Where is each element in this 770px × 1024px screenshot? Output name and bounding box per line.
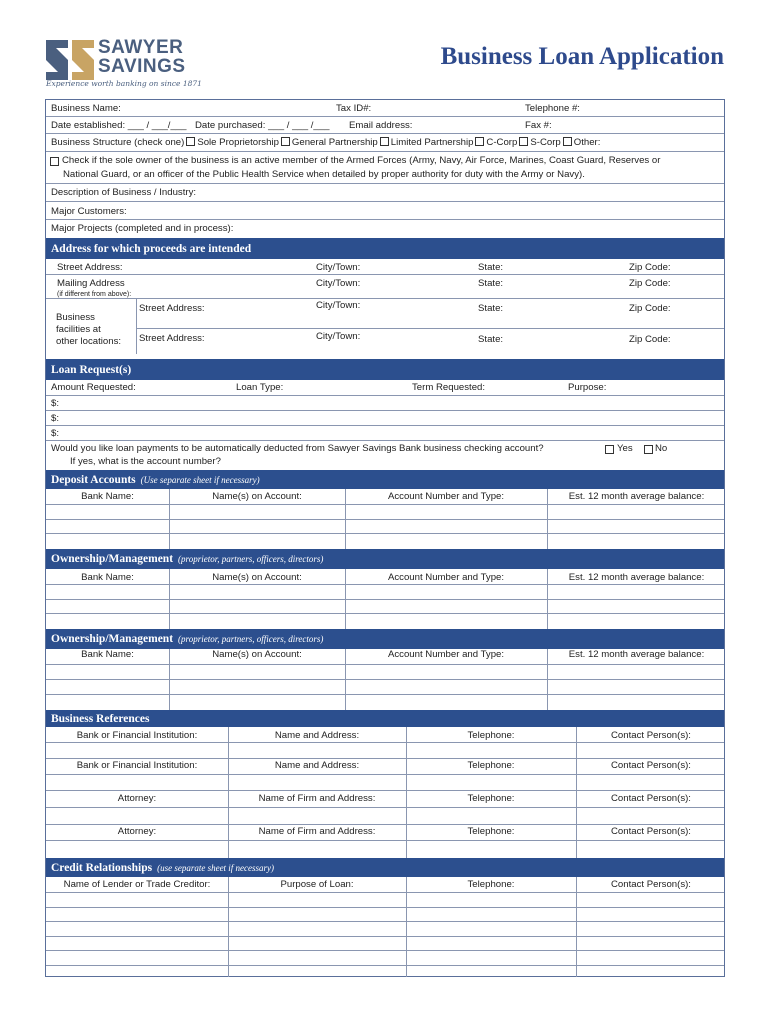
ownership-section-title: Ownership/Management [51, 553, 174, 565]
facilities-label-line3: other locations: [56, 336, 122, 347]
logo-name-line1: SAWYER [98, 37, 184, 58]
column-divider [345, 649, 346, 710]
armed-forces-row [46, 152, 724, 184]
attorney-col: Attorney: [117, 793, 157, 804]
loan-amount-field[interactable]: $: [51, 428, 60, 439]
bank-institution-col: Bank or Financial Institution: [76, 760, 198, 771]
major-projects-field[interactable]: Major Projects (completed and in process): [51, 223, 234, 234]
logo-mark-icon [46, 40, 94, 80]
table-row[interactable] [46, 505, 724, 520]
column-divider [169, 649, 170, 710]
name-address-col: Name and Address: [274, 760, 360, 771]
business-info-row [46, 100, 724, 117]
sole-proprietorship-checkbox[interactable] [186, 137, 195, 146]
loan-application-form [45, 99, 725, 977]
attorney-header-row [46, 825, 724, 841]
ownership-header-row [46, 569, 724, 585]
autopay-no-checkbox[interactable] [644, 445, 653, 454]
ownership-section-note: (proprietor, partners, officers, directors) [178, 634, 324, 644]
column-divider [345, 569, 346, 629]
loan-amount-field[interactable]: $: [51, 398, 60, 409]
loan-section-title: Loan Request(s) [51, 363, 132, 376]
telephone-col: Telephone: [467, 826, 515, 837]
table-row[interactable] [46, 951, 724, 966]
loan-row-2 [46, 411, 724, 426]
mailing-address-note: (if different from above): [57, 291, 132, 298]
autopay-no-label: No [655, 443, 668, 454]
table-row[interactable] [46, 680, 724, 695]
ownership-section-title: Ownership/Management [51, 633, 174, 645]
street-address-field[interactable]: Street Address: [57, 262, 123, 273]
autopay-yes-label: Yes [617, 443, 633, 454]
structure-options [51, 137, 600, 149]
facilities-label-line1: Business [56, 312, 95, 323]
logo-tagline: Experience worth banking on since 1871 [46, 79, 202, 88]
table-row[interactable] [46, 922, 724, 937]
term-requested-col: Term Requested: [412, 382, 486, 393]
facility1-state-field[interactable]: State: [478, 303, 504, 314]
autopay-question: Would you like loan payments to be automatically deducted from Sawyer Savings Bank business checking account? [51, 443, 544, 454]
document-title: Business Loan Application [440, 43, 724, 70]
loan-amount-field[interactable]: $: [51, 413, 60, 424]
tax-id-field[interactable]: Tax ID#: [336, 103, 372, 114]
option-s-corp: S-Corp [530, 137, 561, 148]
description-field[interactable]: Description of Business / Industry: [51, 187, 197, 198]
facility2-zip-field[interactable]: Zip Code: [629, 334, 671, 345]
fax-field[interactable]: Fax #: [525, 120, 552, 131]
contact-col: Contact Person(s): [611, 879, 691, 890]
table-row[interactable] [46, 743, 724, 759]
bank-name-col: Bank Name: [81, 491, 134, 502]
other-locations-block [46, 299, 724, 359]
avg-balance-col: Est. 12 month average balance: [568, 491, 705, 502]
zip-field[interactable]: Zip Code: [629, 262, 671, 273]
mailing-zip-field[interactable]: Zip Code: [629, 278, 671, 289]
loan-columns-row [46, 380, 724, 396]
purpose-of-loan-col: Purpose of Loan: [280, 879, 354, 890]
dates-row [46, 117, 724, 134]
attorney-col: Attorney: [117, 826, 157, 837]
facilities-label-line2: facilities at [56, 324, 101, 335]
credit-section-title: Credit Relationships [51, 861, 153, 874]
facility1-street-field[interactable]: Street Address: [139, 303, 205, 314]
reference-header-row [46, 759, 724, 775]
other-checkbox[interactable] [563, 137, 572, 146]
bank-institution-col: Bank or Financial Institution: [76, 730, 198, 741]
credit-section-header [46, 858, 724, 877]
major-customers-field[interactable]: Major Customers: [51, 206, 127, 217]
telephone-field[interactable]: Telephone #: [525, 103, 580, 114]
bank-name-col: Bank Name: [81, 572, 134, 583]
s-corp-checkbox[interactable] [519, 137, 528, 146]
mailing-city-field[interactable]: City/Town: [316, 278, 361, 289]
loan-row-1 [46, 396, 724, 411]
option-limited-partnership: Limited Partnership [390, 137, 474, 148]
table-row[interactable] [46, 600, 724, 614]
firm-address-col: Name of Firm and Address: [258, 793, 376, 804]
email-field[interactable]: Email address: [349, 120, 413, 131]
address-section-header [46, 238, 724, 259]
general-partnership-checkbox[interactable] [281, 137, 290, 146]
column-divider [547, 649, 548, 710]
contact-col: Contact Person(s): [611, 793, 691, 804]
column-divider [576, 877, 577, 977]
purpose-col: Purpose: [568, 382, 607, 393]
c-corp-checkbox[interactable] [475, 137, 484, 146]
column-divider [228, 877, 229, 977]
table-row[interactable] [46, 585, 724, 600]
customers-row [46, 202, 724, 220]
names-on-account-col: Name(s) on Account: [212, 491, 302, 502]
city-field[interactable]: City/Town: [316, 262, 361, 273]
attorney-header-row [46, 791, 724, 808]
armed-forces-text-line2: National Guard, or an officer of the Public Health Service when detailed by proper authority for duty with the Army or Navy). [63, 169, 585, 180]
armed-forces-checkbox[interactable] [50, 157, 59, 166]
facility2-street-field[interactable]: Street Address: [139, 333, 205, 344]
mailing-address-field[interactable]: Mailing Address [57, 278, 125, 289]
column-divider [576, 727, 577, 858]
contact-col: Contact Person(s): [611, 826, 691, 837]
deposit-section-header [46, 470, 724, 489]
column-divider [547, 489, 548, 549]
account-number-col: Account Number and Type: [387, 572, 505, 583]
facility1-zip-field[interactable]: Zip Code: [629, 303, 671, 314]
contact-col: Contact Person(s): [611, 760, 691, 771]
description-row [46, 184, 724, 202]
table-row[interactable] [46, 775, 724, 791]
business-name-field[interactable]: Business Name: [51, 103, 121, 114]
loan-type-col: Loan Type: [236, 382, 284, 393]
avg-balance-col: Est. 12 month average balance: [568, 649, 705, 660]
date-established-field[interactable]: Date established: ___ / ___/___ [51, 120, 187, 131]
bank-name-col: Bank Name: [81, 649, 134, 660]
deposit-section-note: (Use separate sheet if necessary) [140, 474, 260, 485]
name-address-col: Name and Address: [274, 730, 360, 741]
mailing-state-field[interactable]: State: [478, 278, 504, 289]
table-row[interactable] [46, 841, 724, 858]
option-sole-proprietorship: Sole Proprietorship [197, 137, 279, 148]
autopay-yes-checkbox[interactable] [605, 445, 614, 454]
autopay-row [46, 441, 724, 470]
loan-row-3 [46, 426, 724, 441]
table-row[interactable] [46, 534, 724, 549]
telephone-col: Telephone: [467, 730, 515, 741]
deposit-section-title: Deposit Accounts [51, 473, 136, 486]
facility2-city-field[interactable]: City/Town: [316, 331, 361, 342]
names-on-account-col: Name(s) on Account: [212, 649, 302, 660]
option-other: Other: [573, 137, 601, 148]
street-address-row [46, 259, 724, 275]
table-row[interactable] [46, 808, 724, 825]
ownership-header-row [46, 649, 724, 665]
table-row[interactable] [46, 908, 724, 922]
projects-row [46, 220, 724, 238]
armed-forces-text-line1: Check if the sole owner of the business is an active member of the Armed Forces (Army, Navy, Air Force, Marines, Coast Guard, Reserves or [62, 155, 661, 166]
column-divider [169, 569, 170, 629]
option-general-partnership: General Partnership [291, 137, 378, 148]
firm-address-col: Name of Firm and Address: [258, 826, 376, 837]
references-section-title: Business References [51, 712, 150, 725]
column-divider [228, 727, 229, 858]
table-row[interactable] [46, 520, 724, 534]
references-section-header [46, 710, 724, 727]
lender-col: Name of Lender or Trade Creditor: [63, 879, 211, 890]
account-number-col: Account Number and Type: [387, 649, 505, 660]
facility2-state-field[interactable]: State: [478, 334, 504, 345]
address-section-title: Address for which proceeds are intended [51, 242, 252, 255]
structure-row [46, 134, 724, 152]
table-row[interactable] [46, 665, 724, 680]
deposit-header-row [46, 489, 724, 505]
table-row[interactable] [46, 695, 724, 710]
limited-partnership-checkbox[interactable] [380, 137, 389, 146]
table-row[interactable] [46, 614, 724, 629]
names-on-account-col: Name(s) on Account: [212, 572, 302, 583]
mailing-address-row [46, 275, 724, 299]
facility1-city-field[interactable]: City/Town: [316, 300, 361, 311]
account-number-col: Account Number and Type: [387, 491, 505, 502]
loan-section-header [46, 359, 724, 380]
credit-section-note: (use separate sheet if necessary) [157, 862, 275, 873]
telephone-col: Telephone: [467, 793, 515, 804]
telephone-col: Telephone: [467, 879, 515, 890]
reference-header-row [46, 727, 724, 743]
ownership-section-header-2 [46, 629, 724, 649]
column-divider [345, 489, 346, 549]
logo-name-line2: SAVINGS [98, 56, 186, 77]
structure-label: Business Structure (check one) [51, 137, 185, 148]
ownership-section-note: (proprietor, partners, officers, directors) [178, 554, 324, 564]
column-divider [406, 877, 407, 977]
option-c-corp: C-Corp [486, 137, 518, 148]
column-divider [169, 489, 170, 549]
amount-requested-col: Amount Requested: [51, 382, 136, 393]
table-row[interactable] [46, 937, 724, 951]
column-divider [547, 569, 548, 629]
column-divider [406, 727, 407, 858]
account-number-field[interactable]: If yes, what is the account number? [70, 456, 221, 467]
facilities-divider [136, 299, 137, 354]
table-row[interactable] [46, 966, 724, 977]
contact-col: Contact Person(s): [611, 730, 691, 741]
telephone-col: Telephone: [467, 760, 515, 771]
sawyer-savings-logo [46, 36, 246, 92]
date-purchased-field[interactable]: Date purchased: ___ / ___ /___ [195, 120, 330, 131]
ownership-section-header-1 [46, 549, 724, 569]
avg-balance-col: Est. 12 month average balance: [568, 572, 705, 583]
facilities-row-divider [136, 328, 724, 329]
credit-header-row [46, 877, 724, 893]
state-field[interactable]: State: [478, 262, 504, 273]
table-row[interactable] [46, 893, 724, 908]
